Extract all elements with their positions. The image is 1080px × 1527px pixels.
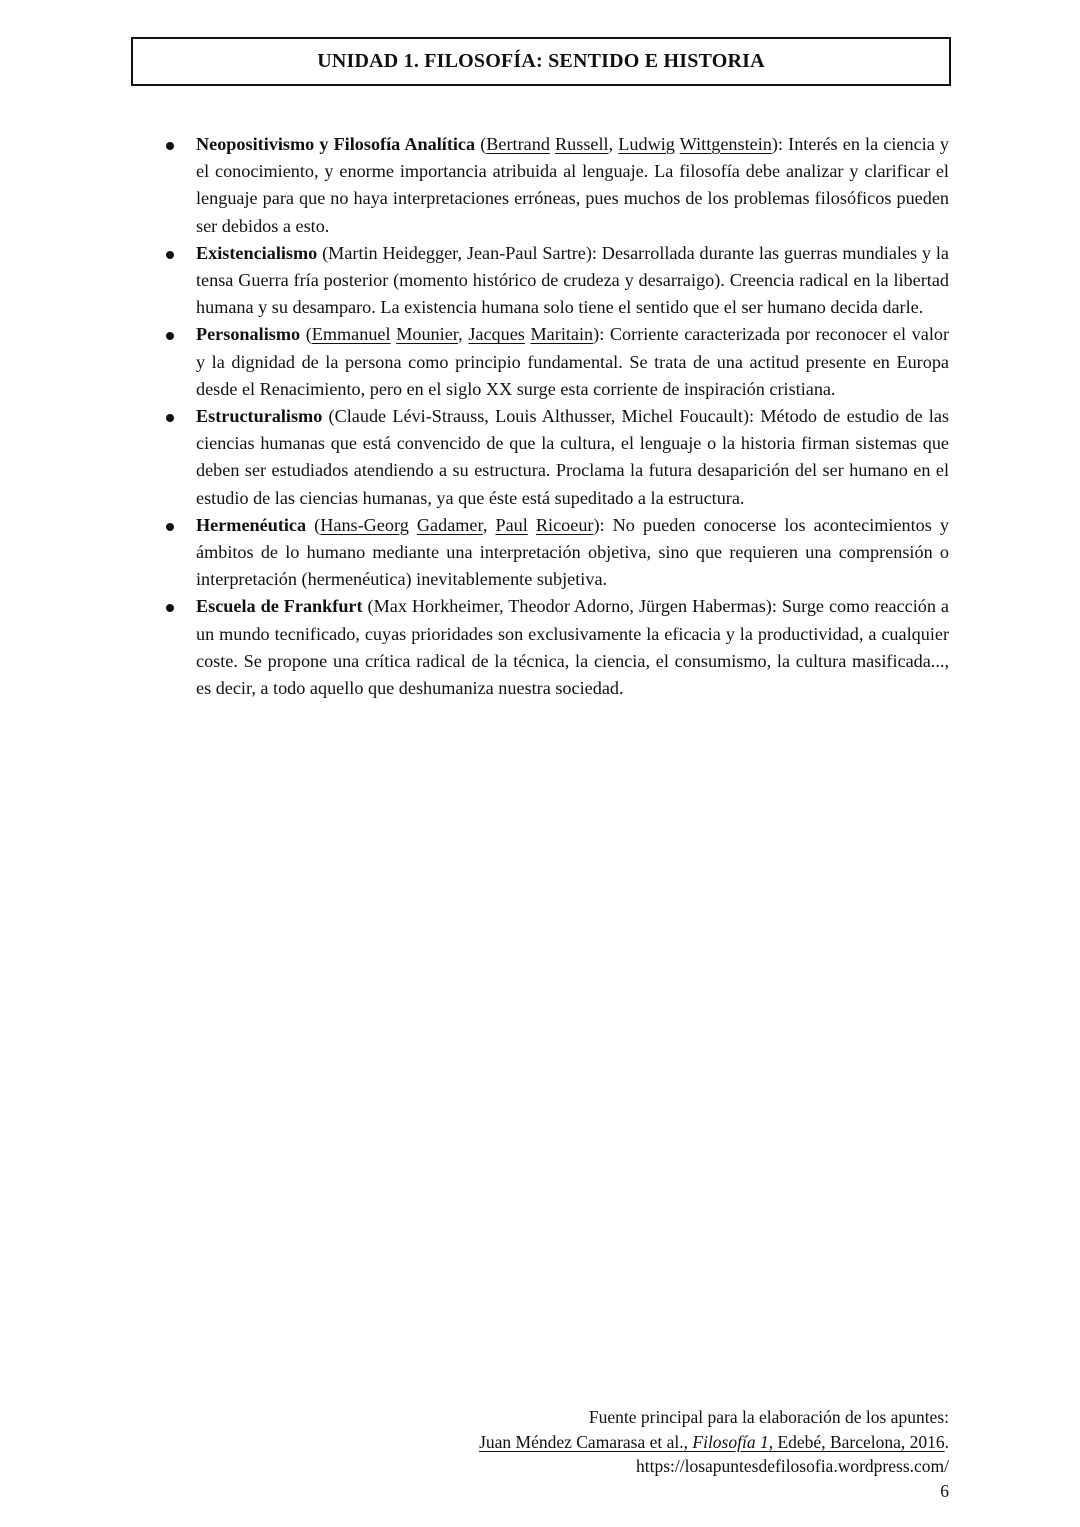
reference-link[interactable] xyxy=(479,1432,945,1452)
term: Personalismo xyxy=(196,324,301,345)
bullet-icon xyxy=(166,251,174,259)
paren-close: ): xyxy=(593,514,613,535)
reference-end: . xyxy=(944,1431,949,1452)
author-link[interactable]: Jacques xyxy=(468,324,525,345)
source-url[interactable]: https://losapuntesdefilosofia.wordpress.com/ xyxy=(635,1456,949,1476)
source-footer xyxy=(479,1405,949,1503)
author-link[interactable]: Paul xyxy=(495,514,528,535)
paren-open: ( xyxy=(306,514,321,535)
paren-close: ): xyxy=(593,324,610,345)
author-link[interactable]: Gadamer xyxy=(416,514,483,535)
author-link[interactable]: Wittgenstein xyxy=(679,134,772,154)
movements-list xyxy=(160,131,949,702)
author-link[interactable]: Hans-Georg xyxy=(320,514,409,535)
bullet-icon xyxy=(166,604,174,612)
description: Corriente caracterizada por reconocer el valor y la dignidad de la persona como principio fundamental. Se trata de una actitud presente en Europa desde el Renacimiento, pero en el siglo XX surge esta corriente de inspiración cristiana. xyxy=(196,324,950,399)
paren-open: ( xyxy=(300,324,312,345)
author-link[interactable]: Russell xyxy=(555,134,609,154)
author-link[interactable]: Mounier xyxy=(396,324,459,345)
reference-authors: Juan Méndez Camarasa et al., xyxy=(479,1431,693,1452)
bullet-icon xyxy=(166,332,174,340)
author-link[interactable]: Bertrand xyxy=(486,134,550,154)
term: Existencialismo xyxy=(196,242,318,263)
list-item-frankfurt xyxy=(160,593,949,702)
paren-open: ( xyxy=(475,134,487,154)
source-reference xyxy=(479,1430,949,1455)
paren-close: ): xyxy=(771,134,789,154)
reference-book: Filosofía 1 xyxy=(692,1431,769,1452)
description: No pueden conocerse los acontecimientos y ámbitos de lo humano mediante una interpretación objetiva, sino que requieren una comprensión o interpretación (hermenéutica) inevitablemente subjetiva. xyxy=(196,514,950,590)
list-item-hermeneutica: Hermenéutica (Hans-Georg Gadamer, Paul Ricoeur): No pueden conocerse los acontecimientos y ámbitos de lo humano mediante una interpretación objetiva, sino que requieren una comprensión o interpretación (hermenéutica) inevitablemente subjetiva. xyxy=(160,512,949,594)
author-link[interactable]: Maritain xyxy=(530,324,594,345)
author-link[interactable]: Emmanuel xyxy=(311,324,391,345)
term: Hermenéutica xyxy=(196,514,307,535)
bullet-icon xyxy=(166,523,174,531)
page-number: 6 xyxy=(940,1480,949,1501)
bullet-icon xyxy=(166,414,174,422)
list-item-existencialismo xyxy=(160,240,949,322)
term: Neopositivismo y Filosofía Analítica xyxy=(196,134,476,154)
reference-rest: , Edebé, Barcelona, 2016 xyxy=(768,1431,945,1452)
bullet-icon xyxy=(166,142,174,150)
description: Interés en la ciencia y el conocimiento, y enorme importancia atribuida al lenguaje. La filosofía debe analizar y clarificar el lenguaje para que no haya interpretaciones erróneas, pues muchos de los problemas filosóficos pueden ser debidos a esto. xyxy=(196,134,949,236)
description: (Martin Heidegger, Jean-Paul Sartre): Desarrollada durante las guerras mundiales y la tensa Guerra fría posterior (momento histórico de crudeza y desarraigo). Creencia radical en la libertad humana y su desamparo. La existencia humana solo tiene el sentido que el ser humano decida darle. xyxy=(196,242,949,318)
term: Estructuralismo xyxy=(196,406,323,427)
source-label: Fuente principal para la elaboración de los apuntes: xyxy=(588,1407,949,1427)
term: Escuela de Frankfurt xyxy=(196,596,363,617)
list-item-personalismo: Personalismo (Emmanuel Mounier, Jacques Maritain): Corriente caracterizada por reconocer el valor y la dignidad de la persona como principio fundamental. Se trata de una actitud presente en Europa desde el Renacimiento, pero en el siglo XX surge esta corriente de inspiración cristiana. xyxy=(160,321,949,403)
list-item-neopositivismo: Neopositivismo y Filosofía Analítica (Bertrand Russell, Ludwig Wittgenstein): Interés en la ciencia y el conocimiento, y enorme importancia atribuida al lenguaje. La filosofía debe analizar y clarificar el lenguaje para que no haya interpretaciones erróneas, pues muchos de los problemas filosóficos pueden ser debidos a esto. xyxy=(160,131,949,240)
author-link[interactable]: Ricoeur xyxy=(535,514,594,535)
page-title-box xyxy=(131,37,951,86)
author-link[interactable]: Ludwig xyxy=(618,134,675,154)
page-title: UNIDAD 1. FILOSOFÍA: SENTIDO E HISTORIA xyxy=(317,50,765,72)
description: (Max Horkheimer, Theodor Adorno, Jürgen Habermas): Surge como reacción a un mundo tecnificado, cuyas prioridades son exclusivamente la eficacia y la productividad, a cualquier coste. Se propone una crítica radical de la técnica, la ciencia, el consumismo, la cultura masificada..., es decir, a todo aquello que deshumaniza nuestra sociedad. xyxy=(196,596,949,699)
description: (Claude Lévi-Strauss, Louis Althusser, Michel Foucault): Método de estudio de las ciencias humanas que está convencido de que la cultura, el lenguaje o la historia firman sistemas que deben ser estudiados atendiendo a su estructura. Proclama la futura desaparición del ser humano en el estudio de las ciencias humanas, ya que éste está supeditado a la estructura. xyxy=(196,406,949,508)
list-item-estructuralismo xyxy=(160,403,949,512)
